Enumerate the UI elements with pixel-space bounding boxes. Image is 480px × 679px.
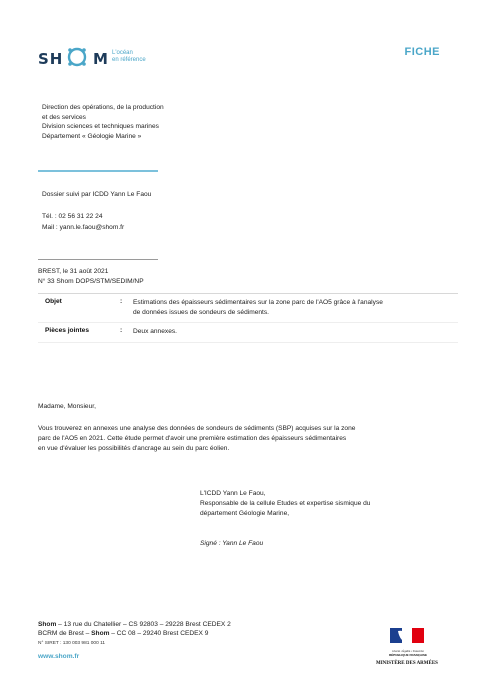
logo-ring-icon: [63, 45, 91, 69]
footer-address-text: – CC 08 – 29240 Brest CEDEX 9: [109, 630, 209, 637]
marianne-republique: RÉPUBLIQUE FRANÇAISE: [388, 653, 427, 657]
signature-title: Responsable de la cellule Etudes et expertise sismique du: [200, 500, 371, 507]
body-line: en vue d'évaluer les possibilités d'ancrage au sein du parc éolien.: [38, 445, 230, 452]
tagline-line2: en référence: [112, 57, 146, 63]
sender-line: Département « Géologie Marine »: [42, 132, 142, 140]
sender-block: [42, 103, 164, 141]
letter-reference: N° 33 Shom DOPS/STM/SEDIM/NP: [38, 278, 144, 285]
sender-line: Division sciences et techniques marines: [42, 123, 159, 130]
accent-divider: [38, 170, 158, 172]
marianne-flag-icon: [384, 627, 432, 645]
footer-bcrm: BCRM de Brest –: [38, 630, 92, 637]
sender-line: Direction des opérations, de la production: [42, 104, 164, 111]
footer-address-text: – 13 rue du Chatellier – CS 92803 – 29228 Brest CEDEX 2: [56, 621, 231, 628]
logo-text-left: SH: [38, 50, 64, 68]
contact-mail: Mail : yann.le.faou@shom.fr: [42, 224, 125, 231]
signed-by: Signé : Yann Le Faou: [200, 540, 264, 547]
divider: [38, 259, 158, 260]
body-line: parc de l'AO5 en 2021. Cette étude permet d'avoir une première estimation des épaisseurs sédimentaires: [38, 435, 347, 442]
body-line: Vous trouverez en annexes une analyse des données de sondeurs de sédiments (SBP) acquises sur la zone: [38, 425, 356, 432]
tagline-line1: L'océan: [112, 50, 133, 56]
body-paragraph: [38, 424, 355, 454]
pieces-jointes-label: Pièces jointes: [45, 327, 89, 334]
objet-line: Estimations des épaisseurs sédimentaires sur la zone parc de l'AO5 grâce à l'analyse: [133, 299, 383, 306]
ministere-des-armees: MINISTÈRE DES ARMÉES: [376, 661, 438, 666]
footer-address-1: [38, 620, 231, 629]
objet-value: [133, 298, 383, 317]
contact-tel: Tél. : 02 56 31 22 24: [42, 213, 103, 220]
footer-shom: Shom: [38, 621, 57, 628]
objet-label: Objet: [45, 298, 62, 305]
footer-siret: N° SIRET : 130 003 981 000 11: [38, 641, 106, 646]
shom-logo: [38, 42, 168, 72]
signature-name: L'ICDD Yann Le Faou,: [200, 490, 266, 497]
document-type: FICHE: [404, 46, 440, 58]
objet-line: de données issues de sondeurs de sédiments.: [133, 308, 269, 316]
contact-dossier: Dossier suivi par ICDD Yann Le Faou: [42, 191, 152, 198]
footer-address-2: [38, 629, 208, 638]
sender-line: et des services: [42, 113, 86, 121]
marianne-motto: Liberté • Égalité • Fraternité: [392, 650, 424, 653]
subject-bottom-rule: [38, 342, 458, 343]
signature-title: département Géologie Marine,: [200, 510, 290, 517]
marianne-logo: [384, 627, 432, 657]
subject-top-rule: [38, 293, 458, 294]
objet-colon: :: [120, 298, 123, 305]
salutation: Madame, Monsieur,: [38, 403, 96, 410]
footer-website-link[interactable]: www.shom.fr: [38, 653, 80, 660]
signature-block: [200, 489, 370, 519]
footer-shom: Shom: [91, 630, 110, 637]
pieces-jointes-value: Deux annexes.: [133, 328, 177, 335]
pj-colon: :: [120, 327, 123, 334]
subject-mid-rule: [38, 322, 458, 323]
logo-tagline: [112, 50, 146, 64]
logo-text-right: M: [93, 50, 109, 68]
letter-date: BREST, le 31 août 2021: [38, 268, 109, 275]
